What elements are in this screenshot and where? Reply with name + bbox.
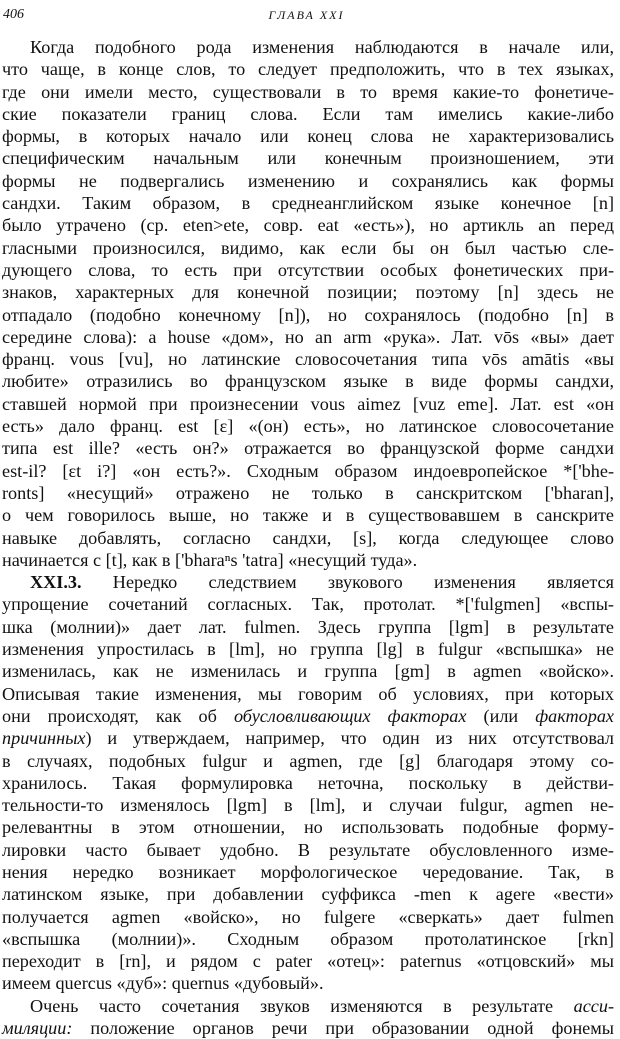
text-line: переходит в [rn], и рядом с pater «отец»: paternus «отцовский» мы — [2, 951, 614, 972]
text-line: получается agmen «войско», но fulgere «сверкать» дает fulmen — [2, 906, 614, 927]
chapter-title: ГЛАВА XXI — [268, 8, 345, 22]
text-line: est-il? [ɛt i?] «он есть?». Сходным образом индоевропейское *['bhe- — [2, 460, 614, 481]
text-line: специфическим начальным или конечным произношением, эти — [2, 148, 614, 169]
text-line: в случаях, подобных fulgur и agmen, где [g] благодаря этому со- — [2, 750, 614, 771]
text-line: формы не подвергались изменению и сохранялись как формы — [2, 170, 614, 191]
text-line: было утрачено (ср. eten>ete, совр. eat «есть»), но артикль an перед — [2, 215, 614, 236]
text-line: что чаще, в конце слов, то следует предположить, что в тех языках, — [2, 59, 614, 80]
text-line: упрощение сочетаний согласных. Так, протолат. *['fulgmen] «вспы- — [2, 594, 614, 615]
text-line: дующего слова, то есть при отсутствии особых фонетических при- — [2, 259, 614, 280]
text-line: причинных) и утверждаем, например, что один из них отсутствовал — [2, 728, 614, 749]
text-line: они происходят, как об обусловливающих факторах (или факторах — [2, 705, 614, 726]
text-line: Очень часто сочетания звуков изменяются в результате асси- — [30, 995, 614, 1016]
section-heading-line: XXI.3. Нередко следствием звукового изменения является — [30, 572, 614, 593]
text-line: франц. vous [vu], но латинские словосочетания типа vōs amātis «вы — [2, 349, 614, 370]
text-line: хранилось. Такая формулировка неточна, поскольку в действи- — [2, 772, 614, 793]
text-line: формы, в которых начало или конец слова не характеризовались — [2, 126, 614, 147]
text-line: навыке добавлять, согласно сандхи, [s], когда следующее слово — [2, 527, 614, 548]
section-number: XXI.3. — [30, 572, 82, 593]
text-line: начинается с [t], как в ['bharaⁿs 'tatra] «несущий туда». — [2, 549, 418, 570]
text-line: о чем говорилось выше, но также и в существовавшем в санскрите — [2, 505, 614, 526]
page-number: 406 — [3, 7, 24, 22]
text-line: Описывая такие изменения, мы говорим об условиях, при которых — [2, 683, 614, 704]
text-line: изменилась, как не изменилась и группа [gm] в agmen «войско». — [2, 661, 614, 682]
text-line: есть» дало франц. est [ɛ] «(он) есть», но латинское словосочетание — [2, 416, 614, 437]
text-line: знаков, характерных для конечной позиции; поэтому [n] здесь не — [2, 282, 614, 303]
body-text — [2, 36, 614, 1039]
text-line: гласными произносился, видимо, как если бы он был частью сле- — [2, 237, 614, 258]
text-line: релевантны в этом отношении, но использовать подобные форму- — [2, 817, 614, 838]
text-line: сандхи. Таким образом, в среднеанглийском языке конечное [n] — [2, 193, 614, 214]
text-line: отпадало (подобно конечному [n]), но сохранялось (подобно [n] в — [2, 304, 614, 325]
text-line: середине слова): a house «дом», но an arm «рука». Лат. vōs «вы» дает — [2, 326, 614, 347]
text-line: ставшей нормой при произнесении vous aimez [vuz eme]. Лат. est «он — [2, 393, 614, 414]
text-line: латинском языке, при добавлении суффикса -men к agere «вести» — [2, 884, 614, 905]
text-line: ronts] «несущий» отражено не только в санскритском ['bharan], — [2, 482, 614, 503]
text-line: Когда подобного рода изменения наблюдаются в начале или, — [30, 37, 614, 57]
text-line: миляции: положение органов речи при образовании одной фонемы — [2, 1018, 614, 1039]
text-line: ские показатели границ слова. Если там имелись какие-либо — [2, 103, 614, 124]
text-line: изменения упростилась в [lm], но группа [lg] в fulgur «вспышка» не — [2, 639, 614, 660]
text-line: типа est ille? «есть он?» отражается во французской форме сандхи — [2, 438, 614, 459]
text-line: шка (молнии)» дает лат. fulmen. Здесь группа [lgm] в результате — [2, 616, 614, 637]
text-line: где они имели место, существовали в то время какие-то фонетиче- — [2, 81, 614, 102]
text-line: тельности-то изменялось [lgm] в [lm], и случаи fulgur, agmen не- — [2, 795, 614, 816]
text-line: нения нередко возникает морфологическое чередование. Так, в — [2, 861, 614, 882]
text-line: имеем quercus «дуб»: quernus «дубовый». — [2, 973, 324, 994]
text-line: лировки часто бывает удобно. В результате обусловленного изме- — [2, 839, 614, 860]
running-header — [3, 6, 610, 24]
text-line: «вспышка (молнии)». Сходным образом протолатинское [rkn] — [2, 928, 614, 949]
text-line: любите» отразились во французском языке в виде формы сандхи, — [2, 371, 614, 392]
